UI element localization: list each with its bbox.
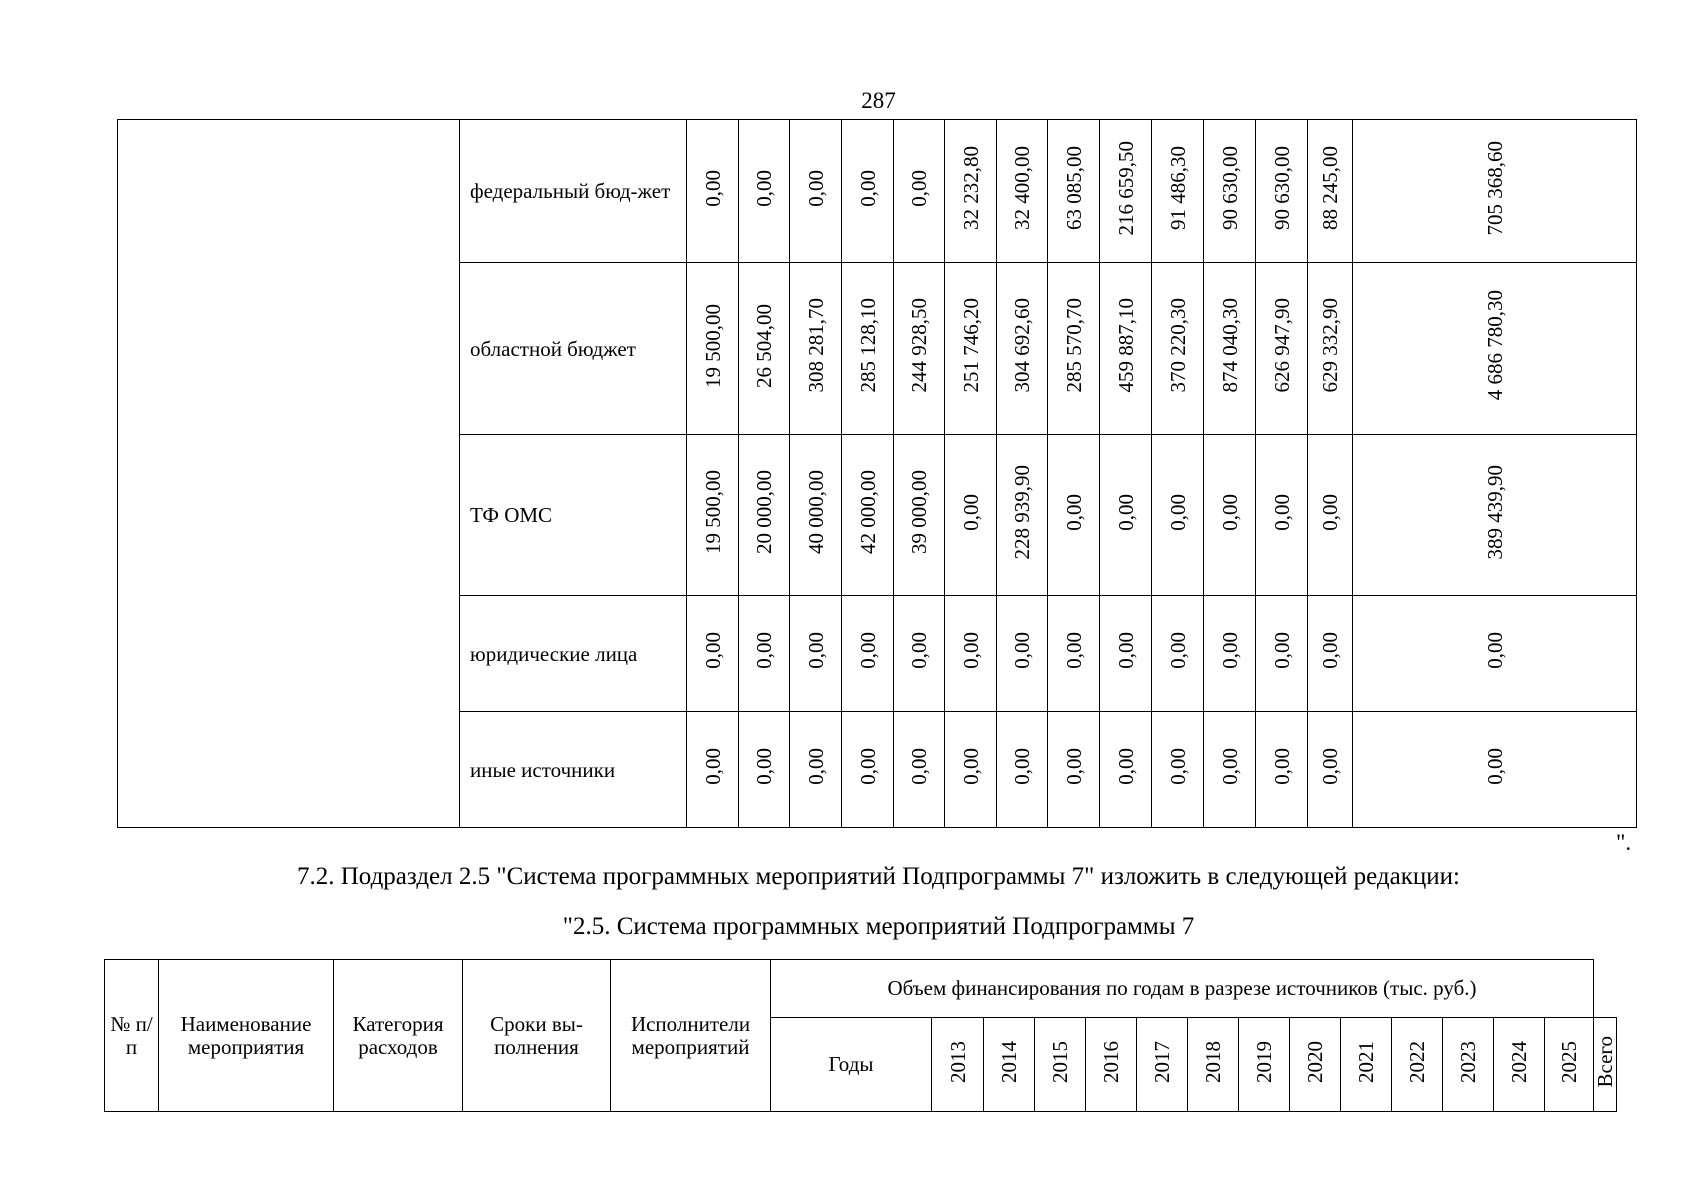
year-header bbox=[1188, 1018, 1239, 1112]
year-value-cell bbox=[1204, 120, 1256, 263]
year-label: 2020 bbox=[1303, 1041, 1327, 1083]
blank-cell bbox=[118, 120, 460, 828]
total-value: 705 368,60 bbox=[1482, 140, 1507, 236]
total-value: 389 439,90 bbox=[1482, 464, 1507, 560]
year-value: 0,00 bbox=[1318, 493, 1342, 531]
year-value-cell bbox=[1256, 263, 1308, 435]
year-value-cell bbox=[790, 435, 842, 596]
year-value-cell bbox=[739, 435, 790, 596]
year-value-cell bbox=[997, 596, 1048, 712]
year-value-cell bbox=[1048, 712, 1100, 828]
year-value-cell bbox=[790, 596, 842, 712]
col-executors-header: Исполнители мероприятий bbox=[611, 960, 771, 1112]
funding-table bbox=[117, 119, 1637, 828]
year-header bbox=[1494, 1018, 1545, 1112]
total-value-cell bbox=[1353, 712, 1637, 828]
year-label: 2019 bbox=[1252, 1041, 1276, 1083]
year-value-cell bbox=[1256, 596, 1308, 712]
year-value-cell bbox=[687, 712, 739, 828]
year-value: 0,00 bbox=[1269, 493, 1294, 531]
year-value: 0,00 bbox=[958, 493, 983, 531]
year-value: 0,00 bbox=[1061, 632, 1086, 669]
year-value: 251 746,20 bbox=[958, 298, 983, 393]
year-value-cell bbox=[842, 712, 894, 828]
year-value-cell bbox=[997, 435, 1048, 596]
year-value: 0,00 bbox=[958, 748, 983, 785]
year-value-cell bbox=[894, 435, 945, 596]
year-value: 0,00 bbox=[1165, 493, 1190, 531]
year-label: 2021 bbox=[1354, 1041, 1378, 1083]
year-value: 90 630,00 bbox=[1269, 146, 1294, 230]
col-category-header: Категория расходов bbox=[334, 960, 463, 1112]
total-value: 4 686 780,30 bbox=[1482, 290, 1507, 401]
year-value: 0,00 bbox=[1318, 748, 1342, 785]
year-value-cell bbox=[1048, 120, 1100, 263]
year-value-cell bbox=[1204, 435, 1256, 596]
year-value: 0,00 bbox=[907, 632, 931, 669]
year-label: 2023 bbox=[1456, 1041, 1480, 1083]
year-value: 0,00 bbox=[855, 632, 880, 669]
total-value-cell bbox=[1353, 596, 1637, 712]
year-value: 0,00 bbox=[803, 748, 828, 785]
year-label: 2013 bbox=[945, 1041, 970, 1083]
year-header bbox=[932, 1018, 984, 1112]
year-header bbox=[1443, 1018, 1494, 1112]
year-value-cell bbox=[1100, 120, 1152, 263]
measures-header-table bbox=[104, 959, 1617, 1112]
total-value-cell bbox=[1353, 120, 1637, 263]
year-value-cell bbox=[1152, 435, 1204, 596]
year-value-cell bbox=[1048, 263, 1100, 435]
year-value: 0,00 bbox=[1061, 748, 1086, 785]
year-value: 0,00 bbox=[907, 748, 931, 785]
years-label: Годы bbox=[771, 1018, 932, 1112]
year-value: 0,00 bbox=[700, 748, 725, 785]
year-header bbox=[1086, 1018, 1137, 1112]
year-value: 0,00 bbox=[1010, 632, 1034, 669]
year-value-cell bbox=[945, 712, 997, 828]
year-label: 2016 bbox=[1099, 1041, 1123, 1083]
funding-source: ТФ ОМС bbox=[460, 435, 687, 596]
year-value-cell bbox=[945, 120, 997, 263]
year-value-cell bbox=[1048, 435, 1100, 596]
year-value-cell bbox=[1204, 596, 1256, 712]
year-header bbox=[1392, 1018, 1443, 1112]
year-value: 228 939,90 bbox=[1010, 464, 1034, 560]
year-value-cell bbox=[739, 596, 790, 712]
year-value: 629 332,90 bbox=[1318, 298, 1342, 393]
year-value: 0,00 bbox=[803, 632, 828, 669]
year-label: 2015 bbox=[1048, 1041, 1072, 1083]
year-value: 63 085,00 bbox=[1061, 146, 1086, 230]
year-header bbox=[984, 1018, 1035, 1112]
col-number-header: № п/п bbox=[105, 960, 159, 1112]
subsection-title: "2.5. Система программных мероприятий Подпрограммы 7 bbox=[562, 913, 1195, 940]
year-value: 91 486,30 bbox=[1165, 146, 1190, 230]
year-value: 0,00 bbox=[1269, 632, 1294, 669]
year-value: 304 692,60 bbox=[1010, 298, 1034, 393]
paragraph-text: 7.2. Подраздел 2.5 "Система программных мероприятий Подпрограммы 7" изложить в следующей редакции: bbox=[297, 863, 1460, 890]
total-value: 0,00 bbox=[1482, 632, 1507, 669]
year-value: 0,00 bbox=[855, 169, 880, 207]
year-value: 459 887,10 bbox=[1113, 298, 1138, 393]
year-value: 20 000,00 bbox=[752, 470, 776, 554]
year-value-cell bbox=[1256, 712, 1308, 828]
total-value-cell bbox=[1353, 263, 1637, 435]
year-header bbox=[1239, 1018, 1290, 1112]
year-header bbox=[1137, 1018, 1188, 1112]
year-value: 88 245,00 bbox=[1318, 146, 1342, 230]
year-value: 0,00 bbox=[700, 632, 725, 669]
year-value-cell bbox=[1100, 596, 1152, 712]
year-value: 0,00 bbox=[803, 169, 828, 207]
year-header bbox=[1545, 1018, 1594, 1112]
funding-source: федеральный бюд-жет bbox=[460, 120, 687, 263]
year-value-cell bbox=[894, 712, 945, 828]
year-value: 285 570,70 bbox=[1061, 298, 1086, 393]
page-number: 287 bbox=[861, 88, 896, 113]
funding-source: юридические лица bbox=[460, 596, 687, 712]
year-value-cell bbox=[1048, 596, 1100, 712]
year-label: 2018 bbox=[1201, 1041, 1225, 1083]
year-value-cell bbox=[842, 596, 894, 712]
year-value: 0,00 bbox=[1010, 748, 1034, 785]
col-terms-header: Сроки вы-полнения bbox=[463, 960, 611, 1112]
year-value: 0,00 bbox=[1113, 493, 1138, 531]
year-value-cell bbox=[1100, 263, 1152, 435]
year-value-cell bbox=[894, 263, 945, 435]
year-value-cell bbox=[1308, 712, 1353, 828]
year-header bbox=[1290, 1018, 1341, 1112]
year-value-cell bbox=[997, 263, 1048, 435]
year-value: 0,00 bbox=[958, 632, 983, 669]
year-value: 0,00 bbox=[1113, 632, 1138, 669]
year-value-cell bbox=[687, 120, 739, 263]
year-value: 874 040,30 bbox=[1217, 298, 1242, 393]
year-value-cell bbox=[1308, 263, 1353, 435]
year-label: 2014 bbox=[997, 1041, 1021, 1083]
total-value: 0,00 bbox=[1482, 748, 1507, 785]
year-value: 0,00 bbox=[1061, 493, 1086, 531]
year-value: 370 220,30 bbox=[1165, 298, 1190, 393]
financing-header: Объем финансирования по годам в разрезе источников (тыс. руб.) bbox=[771, 960, 1594, 1018]
year-value-cell bbox=[1100, 435, 1152, 596]
total-value-cell bbox=[1353, 435, 1637, 596]
year-header bbox=[1035, 1018, 1086, 1112]
year-value-cell bbox=[687, 596, 739, 712]
year-value-cell bbox=[790, 712, 842, 828]
year-value-cell bbox=[842, 120, 894, 263]
year-value: 19 500,00 bbox=[700, 470, 725, 554]
year-label: 2022 bbox=[1405, 1041, 1429, 1083]
year-value: 0,00 bbox=[855, 748, 880, 785]
year-value-cell bbox=[739, 712, 790, 828]
year-value: 0,00 bbox=[1165, 632, 1190, 669]
year-value-cell bbox=[997, 712, 1048, 828]
year-value: 0,00 bbox=[752, 169, 776, 207]
year-value-cell bbox=[1100, 712, 1152, 828]
total-header bbox=[1594, 1018, 1617, 1112]
year-value: 32 232,80 bbox=[958, 146, 983, 230]
year-label: 2024 bbox=[1507, 1041, 1531, 1083]
year-value: 0,00 bbox=[752, 748, 776, 785]
year-value: 244 928,50 bbox=[907, 298, 931, 393]
year-value: 0,00 bbox=[1113, 748, 1138, 785]
year-value-cell bbox=[1308, 435, 1353, 596]
year-value: 626 947,90 bbox=[1269, 298, 1294, 393]
funding-source: иные источники bbox=[460, 712, 687, 828]
year-value: 32 400,00 bbox=[1010, 146, 1034, 230]
year-value: 0,00 bbox=[1318, 632, 1342, 669]
year-value-cell bbox=[790, 263, 842, 435]
year-value-cell bbox=[790, 120, 842, 263]
year-value-cell bbox=[1152, 263, 1204, 435]
year-value-cell bbox=[1256, 435, 1308, 596]
year-value: 40 000,00 bbox=[803, 470, 828, 554]
year-value: 39 000,00 bbox=[907, 470, 931, 554]
year-value-cell bbox=[997, 120, 1048, 263]
year-header bbox=[1341, 1018, 1392, 1112]
year-value: 90 630,00 bbox=[1217, 146, 1242, 230]
year-value-cell bbox=[945, 263, 997, 435]
year-value: 26 504,00 bbox=[752, 303, 776, 388]
year-value-cell bbox=[1152, 120, 1204, 263]
year-value-cell bbox=[1152, 596, 1204, 712]
funding-row bbox=[118, 120, 1637, 263]
year-value-cell bbox=[894, 596, 945, 712]
year-value-cell bbox=[945, 596, 997, 712]
year-value: 0,00 bbox=[1165, 748, 1190, 785]
year-value: 42 000,00 bbox=[855, 470, 880, 554]
year-value-cell bbox=[739, 120, 790, 263]
year-value: 0,00 bbox=[1269, 748, 1294, 785]
year-value-cell bbox=[842, 263, 894, 435]
year-value: 19 500,00 bbox=[700, 303, 725, 388]
year-label: 2017 bbox=[1150, 1041, 1174, 1083]
year-value-cell bbox=[1308, 596, 1353, 712]
year-value-cell bbox=[945, 435, 997, 596]
year-value: 308 281,70 bbox=[803, 298, 828, 393]
year-value-cell bbox=[842, 435, 894, 596]
year-value-cell bbox=[687, 435, 739, 596]
year-value: 0,00 bbox=[1217, 632, 1242, 669]
year-value: 0,00 bbox=[1217, 748, 1242, 785]
year-label: 2025 bbox=[1557, 1041, 1581, 1083]
funding-source: областной бюджет bbox=[460, 263, 687, 435]
year-value: 285 128,10 bbox=[855, 298, 880, 393]
year-value: 0,00 bbox=[907, 169, 931, 207]
year-value-cell bbox=[1308, 120, 1353, 263]
year-value-cell bbox=[687, 263, 739, 435]
year-value-cell bbox=[1204, 712, 1256, 828]
year-value: 0,00 bbox=[752, 632, 776, 669]
col-name-header: Наименование мероприятия bbox=[159, 960, 334, 1112]
year-value: 216 659,50 bbox=[1113, 140, 1138, 236]
year-value-cell bbox=[1152, 712, 1204, 828]
year-value-cell bbox=[1204, 263, 1256, 435]
closing-quote: ". bbox=[1616, 830, 1632, 855]
year-value-cell bbox=[894, 120, 945, 263]
total-label: Всего bbox=[1593, 1036, 1617, 1088]
year-value: 0,00 bbox=[1217, 493, 1242, 531]
year-value: 0,00 bbox=[700, 169, 725, 207]
year-value-cell bbox=[739, 263, 790, 435]
year-value-cell bbox=[1256, 120, 1308, 263]
